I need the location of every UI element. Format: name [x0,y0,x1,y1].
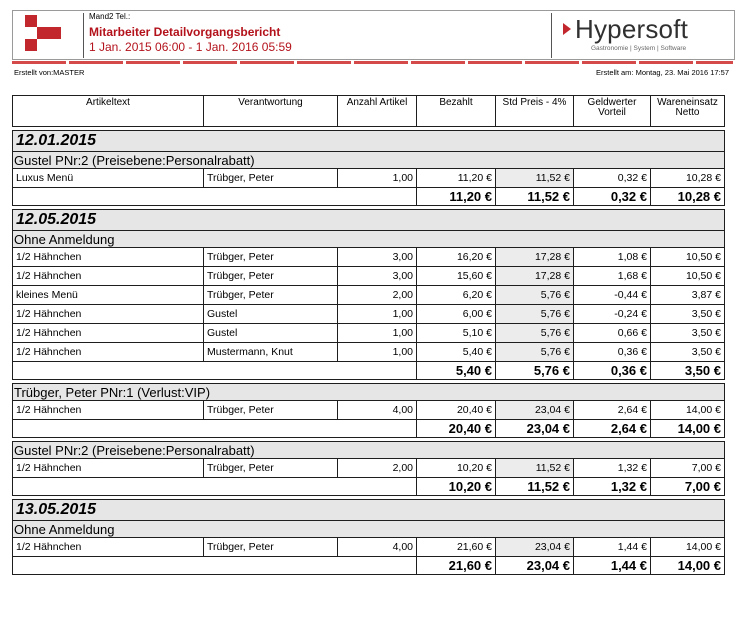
verantwortung-cell: Gustel [204,305,338,324]
table-row [13,343,725,362]
geldwerter-vorteil-cell: 1,68 € [574,267,651,286]
anzahl-cell: 3,00 [338,267,417,286]
std-preis-cell: 5,76 € [496,286,574,305]
table-row [13,169,725,188]
total-geldwerter-vorteil: 0,36 € [574,362,651,380]
artikel-cell: 1/2 Hähnchen [13,343,204,362]
verantwortung-cell: Trübger, Peter [204,459,338,478]
created-at: Erstellt am: Montag, 23. Mai 2016 17:57 [596,68,729,77]
total-std-preis: 5,76 € [496,362,574,380]
report-body [13,127,725,575]
group-name: Gustel PNr:2 (Preisebene:Personalrabatt) [13,442,725,459]
group-name: Ohne Anmeldung [13,521,725,538]
group-row [13,152,725,169]
wareneinsatz-cell: 14,00 € [651,538,725,557]
column-header: Artikeltext [13,96,204,127]
created-by: Erstellt von:MASTER [14,68,85,77]
bezahlt-cell: 6,00 € [417,305,496,324]
column-header: Std Preis - 4% [496,96,574,127]
section-date: 12.01.2015 [13,131,725,152]
report-table [12,95,725,575]
table-row [13,248,725,267]
anzahl-cell: 3,00 [338,248,417,267]
anzahl-cell: 2,00 [338,459,417,478]
group-row [13,384,725,401]
table-row [13,324,725,343]
date-row [13,210,725,231]
total-bezahlt: 10,20 € [417,478,496,496]
bezahlt-cell: 11,20 € [417,169,496,188]
artikel-cell: 1/2 Hähnchen [13,401,204,420]
total-wareneinsatz: 10,28 € [651,188,725,206]
brand-logo: Hypersoft [575,14,689,44]
total-bezahlt: 11,20 € [417,188,496,206]
std-preis-cell: 5,76 € [496,305,574,324]
total-row [13,188,725,206]
group-row [13,521,725,538]
anzahl-cell: 2,00 [338,286,417,305]
brand-tagline: Gastronomie | System | Software [591,45,687,52]
wareneinsatz-cell: 14,00 € [651,401,725,420]
table-row [13,401,725,420]
total-std-preis: 23,04 € [496,557,574,575]
column-header: Geldwerter Vorteil [574,96,651,127]
std-preis-cell: 17,28 € [496,267,574,286]
geldwerter-vorteil-cell: 2,64 € [574,401,651,420]
column-header: Wareneinsatz Netto [651,96,725,127]
geldwerter-vorteil-cell: 1,44 € [574,538,651,557]
anzahl-cell: 1,00 [338,169,417,188]
artikel-cell: 1/2 Hähnchen [13,324,204,343]
total-spacer [13,188,417,206]
total-geldwerter-vorteil: 1,32 € [574,478,651,496]
header-stripe [12,61,733,64]
artikel-cell: 1/2 Hähnchen [13,248,204,267]
wareneinsatz-cell: 10,50 € [651,267,725,286]
total-row [13,557,725,575]
total-geldwerter-vorteil: 1,44 € [574,557,651,575]
wareneinsatz-cell: 3,50 € [651,324,725,343]
bezahlt-cell: 5,10 € [417,324,496,343]
total-bezahlt: 21,60 € [417,557,496,575]
artikel-cell: 1/2 Hähnchen [13,538,204,557]
bezahlt-cell: 6,20 € [417,286,496,305]
artikel-cell: 1/2 Hähnchen [13,267,204,286]
total-spacer [13,557,417,575]
std-preis-cell: 5,76 € [496,324,574,343]
artikel-cell: 1/2 Hähnchen [13,459,204,478]
geldwerter-vorteil-cell: 0,36 € [574,343,651,362]
total-bezahlt: 5,40 € [417,362,496,380]
report-period: 1 Jan. 2015 06:00 - 1 Jan. 2016 05:59 [89,40,292,54]
geldwerter-vorteil-cell: 1,32 € [574,459,651,478]
geldwerter-vorteil-cell: 1,08 € [574,248,651,267]
wareneinsatz-cell: 10,28 € [651,169,725,188]
total-spacer [13,478,417,496]
date-row [13,500,725,521]
verantwortung-cell: Trübger, Peter [204,401,338,420]
wareneinsatz-cell: 3,50 € [651,343,725,362]
group-row [13,442,725,459]
total-std-preis: 11,52 € [496,188,574,206]
anzahl-cell: 4,00 [338,401,417,420]
bezahlt-cell: 10,20 € [417,459,496,478]
total-std-preis: 11,52 € [496,478,574,496]
geldwerter-vorteil-cell: 0,66 € [574,324,651,343]
wareneinsatz-cell: 10,50 € [651,248,725,267]
total-wareneinsatz: 3,50 € [651,362,725,380]
group-row [13,231,725,248]
brand-arrow-icon [563,23,571,35]
table-row [13,267,725,286]
column-header: Anzahl Artikel [338,96,417,127]
total-wareneinsatz: 14,00 € [651,557,725,575]
group-name: Trübger, Peter PNr:1 (Verlust:VIP) [13,384,725,401]
anzahl-cell: 1,00 [338,343,417,362]
total-geldwerter-vorteil: 0,32 € [574,188,651,206]
geldwerter-vorteil-cell: -0,24 € [574,305,651,324]
bezahlt-cell: 16,20 € [417,248,496,267]
geldwerter-vorteil-cell: 0,32 € [574,169,651,188]
total-row [13,420,725,438]
std-preis-cell: 5,76 € [496,343,574,362]
table-row [13,538,725,557]
date-row [13,131,725,152]
total-spacer [13,362,417,380]
anzahl-cell: 1,00 [338,324,417,343]
column-header: Bezahlt [417,96,496,127]
artikel-cell: kleines Menü [13,286,204,305]
header-divider [83,13,84,58]
brand-divider [551,13,552,58]
verantwortung-cell: Gustel [204,324,338,343]
geldwerter-vorteil-cell: -0,44 € [574,286,651,305]
verantwortung-cell: Trübger, Peter [204,538,338,557]
anzahl-cell: 4,00 [338,538,417,557]
section-date: 12.05.2015 [13,210,725,231]
group-name: Gustel PNr:2 (Preisebene:Personalrabatt) [13,152,725,169]
std-preis-cell: 23,04 € [496,401,574,420]
group-name: Ohne Anmeldung [13,231,725,248]
total-wareneinsatz: 7,00 € [651,478,725,496]
anzahl-cell: 1,00 [338,305,417,324]
wareneinsatz-cell: 3,87 € [651,286,725,305]
table-row [13,459,725,478]
table-row [13,305,725,324]
table-row [13,286,725,305]
bezahlt-cell: 21,60 € [417,538,496,557]
artikel-cell: Luxus Menü [13,169,204,188]
std-preis-cell: 11,52 € [496,169,574,188]
std-preis-cell: 23,04 € [496,538,574,557]
std-preis-cell: 11,52 € [496,459,574,478]
total-geldwerter-vorteil: 2,64 € [574,420,651,438]
std-preis-cell: 17,28 € [496,248,574,267]
tel-label: Mand2 Tel.: [89,12,131,21]
total-row [13,478,725,496]
bezahlt-cell: 15,60 € [417,267,496,286]
wareneinsatz-cell: 3,50 € [651,305,725,324]
total-bezahlt: 20,40 € [417,420,496,438]
wareneinsatz-cell: 7,00 € [651,459,725,478]
bezahlt-cell: 20,40 € [417,401,496,420]
section-date: 13.05.2015 [13,500,725,521]
verantwortung-cell: Mustermann, Knut [204,343,338,362]
total-row [13,362,725,380]
verantwortung-cell: Trübger, Peter [204,267,338,286]
report-title: Mitarbeiter Detailvorgangsbericht [89,25,281,39]
verantwortung-cell: Trübger, Peter [204,286,338,305]
company-logo-icon [25,15,61,55]
table-header-row [13,96,725,127]
verantwortung-cell: Trübger, Peter [204,169,338,188]
bezahlt-cell: 5,40 € [417,343,496,362]
total-std-preis: 23,04 € [496,420,574,438]
artikel-cell: 1/2 Hähnchen [13,305,204,324]
column-header: Verantwortung [204,96,338,127]
verantwortung-cell: Trübger, Peter [204,248,338,267]
total-wareneinsatz: 14,00 € [651,420,725,438]
total-spacer [13,420,417,438]
